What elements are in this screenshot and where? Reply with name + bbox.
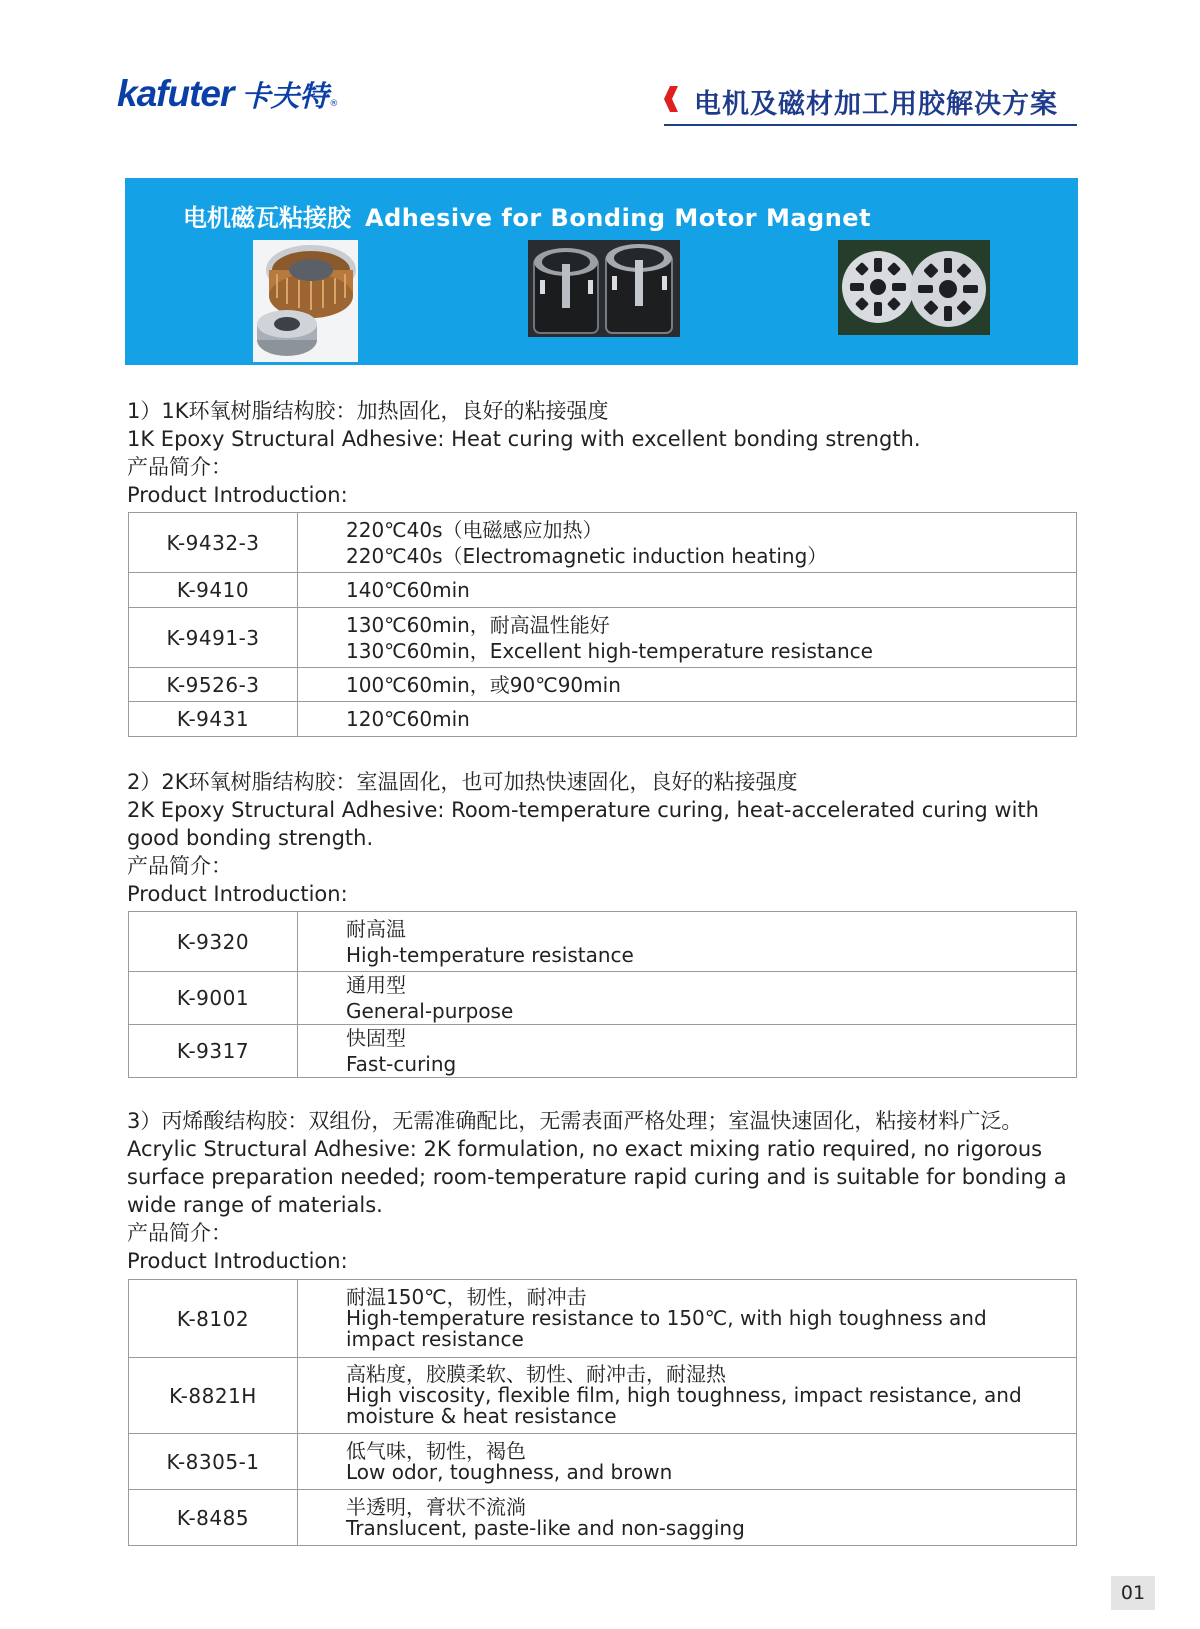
table-row xyxy=(129,513,1077,573)
logo-text-en: kafuter xyxy=(117,73,234,114)
description-en: Fast-curing xyxy=(346,1052,457,1076)
description-cn: 耐温150℃，韧性，耐冲击 xyxy=(346,1285,587,1309)
description-cn: 通用型 xyxy=(346,973,406,997)
product-description xyxy=(298,573,1077,608)
banner-title-cn: 电机磁瓦粘接胶 xyxy=(183,204,351,232)
logo-text-cn: 卡夫特 xyxy=(241,79,329,113)
table-row xyxy=(129,573,1077,608)
table-row xyxy=(129,668,1077,702)
product-intro-label-en: Product Introduction: xyxy=(127,1249,348,1273)
product-code: K-9320 xyxy=(129,912,298,972)
table-row xyxy=(129,1490,1077,1546)
product-description xyxy=(298,513,1077,573)
category-banner xyxy=(125,178,1078,365)
product-intro-label-cn: 产品简介： xyxy=(127,854,232,878)
product-description xyxy=(298,668,1077,702)
product-intro-label-en: Product Introduction: xyxy=(127,882,348,906)
product-description xyxy=(298,702,1077,737)
section-heading-cn: 1）1K环氧树脂结构胶：加热固化，良好的粘接强度 xyxy=(127,399,609,423)
rotor-magnet-photo xyxy=(528,240,680,337)
product-table-2k-epoxy xyxy=(128,911,1077,1078)
registered-mark: ® xyxy=(329,99,339,109)
description-cn: 130℃60min，耐高温性能好 xyxy=(346,612,610,637)
banner-title xyxy=(183,198,871,233)
product-code: K-8305-1 xyxy=(129,1434,298,1490)
product-description xyxy=(298,1490,1077,1546)
table-row xyxy=(129,1358,1077,1434)
description-cn: 低气味，韧性，褐色 xyxy=(346,1438,526,1463)
description-en: General-purpose xyxy=(346,999,514,1023)
stator-lamination-photo xyxy=(838,240,990,335)
description-cn: 220℃40s（电磁感应加热） xyxy=(346,517,603,542)
product-code: K-9431 xyxy=(129,702,298,737)
table-row xyxy=(129,1280,1077,1358)
bracket-mark-icon xyxy=(664,86,678,112)
product-description xyxy=(298,1280,1077,1358)
brand-logo xyxy=(117,73,338,115)
section-heading-en: Acrylic Structural Adhesive: 2K formulation, no exact mixing ratio required, no rigorous surface preparation needed; room-temperature rapid curing and is suitable for bonding a wide range of materials. xyxy=(127,1137,1067,1217)
product-code: K-9491-3 xyxy=(129,608,298,668)
product-table-1k-epoxy xyxy=(128,512,1077,737)
product-description xyxy=(298,1434,1077,1490)
product-intro-label-cn: 产品简介： xyxy=(127,1221,232,1245)
table-row xyxy=(129,1434,1077,1490)
product-code: K-9432-3 xyxy=(129,513,298,573)
description-cn: 高粘度，胶膜柔软、韧性、耐冲击，耐湿热 xyxy=(346,1362,726,1386)
section-2k-epoxy xyxy=(127,768,1087,908)
table-row xyxy=(129,972,1077,1025)
table-row xyxy=(129,608,1077,668)
description-en: Low odor, toughness, and brown xyxy=(346,1459,673,1484)
section-1k-epoxy xyxy=(127,397,1087,509)
section-heading-cn: 3）丙烯酸结构胶：双组份，无需准确配比，无需表面严格处理；室温快速固化，粘接材料广泛。 xyxy=(127,1109,1023,1133)
product-code: K-8102 xyxy=(129,1280,298,1358)
description-cn: 半透明，膏状不流淌 xyxy=(346,1494,526,1519)
product-code: K-8485 xyxy=(129,1490,298,1546)
description-cn: 快固型 xyxy=(346,1026,406,1050)
product-description xyxy=(298,972,1077,1025)
banner-title-en: Adhesive for Bonding Motor Magnet xyxy=(365,204,872,232)
table-row xyxy=(129,702,1077,737)
page-number: 01 xyxy=(1111,1576,1155,1610)
motor-stator-photo xyxy=(253,240,358,362)
product-code: K-9410 xyxy=(129,573,298,608)
description-en: High-temperature resistance xyxy=(346,942,634,967)
product-description xyxy=(298,1025,1077,1078)
description-cn: 耐高温 xyxy=(346,916,406,941)
description-cn: 100℃60min，或90℃90min xyxy=(346,672,621,697)
product-description xyxy=(298,1358,1077,1434)
product-code: K-9317 xyxy=(129,1025,298,1078)
product-code: K-8821H xyxy=(129,1358,298,1434)
description-en: 220℃40s（Electromagnetic induction heating） xyxy=(346,543,828,568)
product-intro-label-en: Product Introduction: xyxy=(127,483,348,507)
document-title-text: 电机及磁材加工用胶解决方案 xyxy=(694,89,1058,120)
description-en: 130℃60min，Excellent high-temperature resistance xyxy=(346,638,873,663)
description-en: Translucent, paste-like and non-sagging xyxy=(346,1515,745,1540)
document-title xyxy=(664,80,1077,126)
description-cn: 140℃60min xyxy=(346,578,470,602)
product-description xyxy=(298,608,1077,668)
description-cn: 120℃60min xyxy=(346,707,470,731)
section-heading-cn: 2）2K环氧树脂结构胶：室温固化，也可加热快速固化，良好的粘接强度 xyxy=(127,770,798,794)
description-en: High viscosity, flexible film, high toughness, impact resistance, and moisture & heat resistance xyxy=(346,1383,1022,1428)
product-code: K-9526-3 xyxy=(129,668,298,702)
product-table-acrylic xyxy=(128,1279,1077,1546)
table-row xyxy=(129,1025,1077,1078)
product-code: K-9001 xyxy=(129,972,298,1025)
description-en: High-temperature resistance to 150℃, with high toughness and impact resistance xyxy=(346,1306,987,1351)
section-heading-en: 1K Epoxy Structural Adhesive: Heat curing with excellent bonding strength. xyxy=(127,427,921,451)
table-row xyxy=(129,912,1077,972)
product-intro-label-cn: 产品简介： xyxy=(127,455,232,479)
section-heading-en: 2K Epoxy Structural Adhesive: Room-temperature curing, heat-accelerated curing with good bonding strength. xyxy=(127,798,1039,850)
product-description xyxy=(298,912,1077,972)
section-acrylic xyxy=(127,1107,1087,1275)
